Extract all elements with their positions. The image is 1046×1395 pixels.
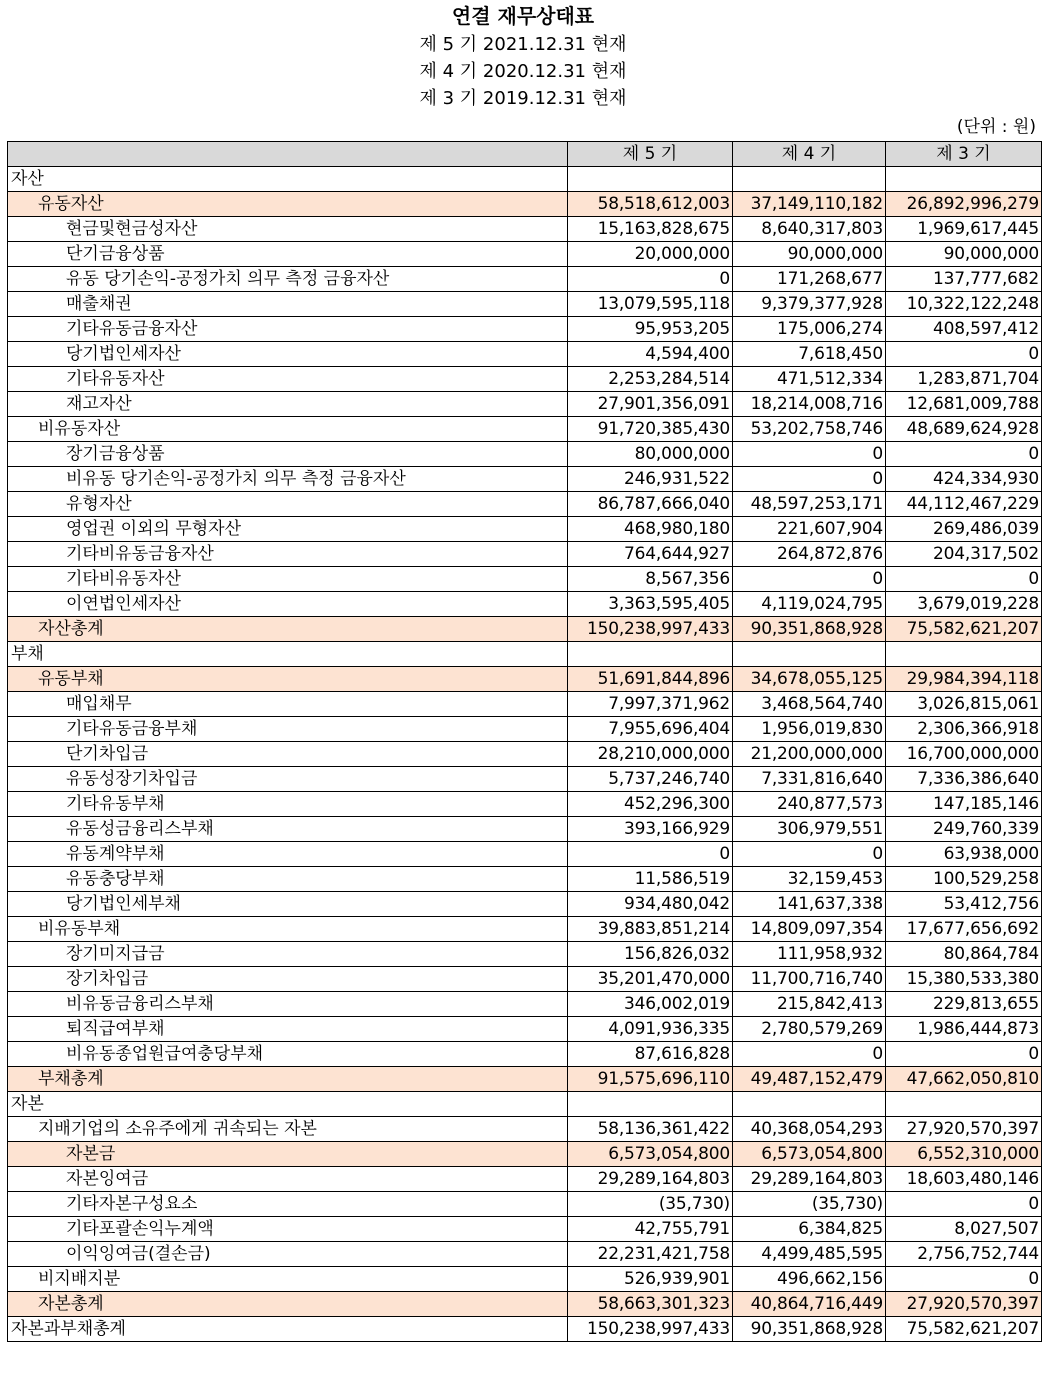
value-period-3: 3,026,815,061 bbox=[886, 692, 1042, 717]
value-period-3: 1,969,617,445 bbox=[886, 217, 1042, 242]
value-period-3: 26,892,996,279 bbox=[886, 192, 1042, 217]
account-label: 비유동부채 bbox=[8, 917, 568, 942]
value-period-4: 8,640,317,803 bbox=[733, 217, 886, 242]
value-period-3: 75,582,621,207 bbox=[886, 1317, 1042, 1342]
account-label: 유동성장기차입금 bbox=[8, 767, 568, 792]
value-period-5: (35,730) bbox=[568, 1192, 733, 1217]
table-row bbox=[8, 392, 1042, 417]
account-label: 매입채무 bbox=[8, 692, 568, 717]
header-period-4: 제 4 기 bbox=[733, 142, 886, 167]
value-period-4: 9,379,377,928 bbox=[733, 292, 886, 317]
value-period-5 bbox=[568, 642, 733, 667]
value-period-4: 0 bbox=[733, 442, 886, 467]
value-period-3 bbox=[886, 167, 1042, 192]
value-period-4: 37,149,110,182 bbox=[733, 192, 886, 217]
account-label: 기타유동자산 bbox=[8, 367, 568, 392]
account-label: 유형자산 bbox=[8, 492, 568, 517]
header-account bbox=[8, 142, 568, 167]
account-label: 장기미지급금 bbox=[8, 942, 568, 967]
account-label: 유동자산 bbox=[8, 192, 568, 217]
value-period-4: 496,662,156 bbox=[733, 1267, 886, 1292]
value-period-5: 15,163,828,675 bbox=[568, 217, 733, 242]
value-period-3: 44,112,467,229 bbox=[886, 492, 1042, 517]
value-period-5: 58,136,361,422 bbox=[568, 1117, 733, 1142]
value-period-4: 49,487,152,479 bbox=[733, 1067, 886, 1092]
account-label: 자본과부채총계 bbox=[8, 1317, 568, 1342]
value-period-3: 229,813,655 bbox=[886, 992, 1042, 1017]
account-label: 지배기업의 소유주에게 귀속되는 자본 bbox=[8, 1117, 568, 1142]
value-period-5: 764,644,927 bbox=[568, 542, 733, 567]
period-line-2: 제 4 기 2020.12.31 현재 bbox=[419, 61, 627, 82]
table-row bbox=[8, 842, 1042, 867]
value-period-4: 48,597,253,171 bbox=[733, 492, 886, 517]
value-period-5: 8,567,356 bbox=[568, 567, 733, 592]
value-period-3: 0 bbox=[886, 1192, 1042, 1217]
account-label: 단기금융상품 bbox=[8, 242, 568, 267]
value-period-4: 40,368,054,293 bbox=[733, 1117, 886, 1142]
value-period-3: 27,920,570,397 bbox=[886, 1292, 1042, 1317]
table-row bbox=[8, 692, 1042, 717]
table-row bbox=[8, 292, 1042, 317]
value-period-5: 13,079,595,118 bbox=[568, 292, 733, 317]
value-period-4: 175,006,274 bbox=[733, 317, 886, 342]
table-row bbox=[8, 917, 1042, 942]
table-row bbox=[8, 417, 1042, 442]
report-title: 연결 재무상태표 bbox=[451, 4, 595, 28]
value-period-5: 452,296,300 bbox=[568, 792, 733, 817]
period-line-3: 제 3 기 2019.12.31 현재 bbox=[419, 88, 627, 109]
value-period-4: 215,842,413 bbox=[733, 992, 886, 1017]
value-period-5: 4,594,400 bbox=[568, 342, 733, 367]
value-period-3: 0 bbox=[886, 1042, 1042, 1067]
value-period-5: 86,787,666,040 bbox=[568, 492, 733, 517]
table-row bbox=[8, 892, 1042, 917]
account-label: 당기법인세부채 bbox=[8, 892, 568, 917]
table-row bbox=[8, 1167, 1042, 1192]
account-label: 현금및현금성자산 bbox=[8, 217, 568, 242]
balance-sheet-table bbox=[7, 141, 1042, 1342]
account-label: 기타비유동금융자산 bbox=[8, 542, 568, 567]
value-period-5: 0 bbox=[568, 842, 733, 867]
value-period-5: 6,573,054,800 bbox=[568, 1142, 733, 1167]
account-label: 유동계약부채 bbox=[8, 842, 568, 867]
value-period-3: 15,380,533,380 bbox=[886, 967, 1042, 992]
value-period-4: (35,730) bbox=[733, 1192, 886, 1217]
value-period-3: 204,317,502 bbox=[886, 542, 1042, 567]
table-row bbox=[8, 642, 1042, 667]
value-period-5: 91,720,385,430 bbox=[568, 417, 733, 442]
account-label: 장기차입금 bbox=[8, 967, 568, 992]
table-row bbox=[8, 942, 1042, 967]
value-period-5: 58,663,301,323 bbox=[568, 1292, 733, 1317]
table-row bbox=[8, 1192, 1042, 1217]
table-row bbox=[8, 792, 1042, 817]
value-period-3: 17,677,656,692 bbox=[886, 917, 1042, 942]
account-label: 자본금 bbox=[8, 1142, 568, 1167]
table-row bbox=[8, 192, 1042, 217]
account-label: 기타비유동자산 bbox=[8, 567, 568, 592]
value-period-4: 4,119,024,795 bbox=[733, 592, 886, 617]
value-period-4: 14,809,097,354 bbox=[733, 917, 886, 942]
table-row bbox=[8, 267, 1042, 292]
header-period-3: 제 3 기 bbox=[886, 142, 1042, 167]
table-row bbox=[8, 1242, 1042, 1267]
account-label: 당기법인세자산 bbox=[8, 342, 568, 367]
value-period-3: 100,529,258 bbox=[886, 867, 1042, 892]
table-row bbox=[8, 967, 1042, 992]
account-label: 유동성금융리스부채 bbox=[8, 817, 568, 842]
table-row bbox=[8, 317, 1042, 342]
value-period-5: 393,166,929 bbox=[568, 817, 733, 842]
value-period-5: 0 bbox=[568, 267, 733, 292]
header-period-5: 제 5 기 bbox=[568, 142, 733, 167]
account-label: 비지배지분 bbox=[8, 1267, 568, 1292]
value-period-4: 7,618,450 bbox=[733, 342, 886, 367]
value-period-3: 147,185,146 bbox=[886, 792, 1042, 817]
table-row bbox=[8, 167, 1042, 192]
table-row bbox=[8, 467, 1042, 492]
value-period-4: 264,872,876 bbox=[733, 542, 886, 567]
value-period-3: 47,662,050,810 bbox=[886, 1067, 1042, 1092]
value-period-3: 53,412,756 bbox=[886, 892, 1042, 917]
value-period-5: 91,575,696,110 bbox=[568, 1067, 733, 1092]
value-period-4: 21,200,000,000 bbox=[733, 742, 886, 767]
value-period-3: 63,938,000 bbox=[886, 842, 1042, 867]
table-row bbox=[8, 592, 1042, 617]
value-period-4: 0 bbox=[733, 567, 886, 592]
account-label: 비유동종업원급여충당부채 bbox=[8, 1042, 568, 1067]
account-label: 부채총계 bbox=[8, 1067, 568, 1092]
account-label: 기타포괄손익누계액 bbox=[8, 1217, 568, 1242]
value-period-3: 7,336,386,640 bbox=[886, 767, 1042, 792]
account-label: 자산총계 bbox=[8, 617, 568, 642]
account-label: 부채 bbox=[8, 642, 568, 667]
value-period-3: 29,984,394,118 bbox=[886, 667, 1042, 692]
value-period-5: 246,931,522 bbox=[568, 467, 733, 492]
value-period-5: 150,238,997,433 bbox=[568, 617, 733, 642]
value-period-4: 11,700,716,740 bbox=[733, 967, 886, 992]
value-period-4: 6,384,825 bbox=[733, 1217, 886, 1242]
account-label: 자본총계 bbox=[8, 1292, 568, 1317]
account-label: 자본잉여금 bbox=[8, 1167, 568, 1192]
account-label: 유동부채 bbox=[8, 667, 568, 692]
value-period-3: 80,864,784 bbox=[886, 942, 1042, 967]
value-period-4: 0 bbox=[733, 842, 886, 867]
value-period-5: 22,231,421,758 bbox=[568, 1242, 733, 1267]
value-period-5: 934,480,042 bbox=[568, 892, 733, 917]
value-period-4: 6,573,054,800 bbox=[733, 1142, 886, 1167]
value-period-4: 111,958,932 bbox=[733, 942, 886, 967]
account-label: 장기금융상품 bbox=[8, 442, 568, 467]
value-period-4: 4,499,485,595 bbox=[733, 1242, 886, 1267]
value-period-5: 51,691,844,896 bbox=[568, 667, 733, 692]
value-period-4: 40,864,716,449 bbox=[733, 1292, 886, 1317]
value-period-5: 3,363,595,405 bbox=[568, 592, 733, 617]
value-period-5: 150,238,997,433 bbox=[568, 1317, 733, 1342]
table-row bbox=[8, 542, 1042, 567]
value-period-4: 471,512,334 bbox=[733, 367, 886, 392]
table-row bbox=[8, 492, 1042, 517]
table-header-row bbox=[8, 142, 1042, 167]
value-period-3: 3,679,019,228 bbox=[886, 592, 1042, 617]
value-period-4 bbox=[733, 167, 886, 192]
value-period-5: 20,000,000 bbox=[568, 242, 733, 267]
value-period-5: 27,901,356,091 bbox=[568, 392, 733, 417]
value-period-3 bbox=[886, 642, 1042, 667]
period-line-1: 제 5 기 2021.12.31 현재 bbox=[419, 34, 627, 55]
value-period-3: 0 bbox=[886, 442, 1042, 467]
value-period-3: 0 bbox=[886, 1267, 1042, 1292]
value-period-3: 269,486,039 bbox=[886, 517, 1042, 542]
value-period-3: 48,689,624,928 bbox=[886, 417, 1042, 442]
table-row bbox=[8, 1217, 1042, 1242]
value-period-4: 53,202,758,746 bbox=[733, 417, 886, 442]
table-row bbox=[8, 217, 1042, 242]
table-row bbox=[8, 367, 1042, 392]
value-period-3: 12,681,009,788 bbox=[886, 392, 1042, 417]
account-label: 단기차입금 bbox=[8, 742, 568, 767]
account-label: 비유동자산 bbox=[8, 417, 568, 442]
table-row bbox=[8, 567, 1042, 592]
table-row bbox=[8, 717, 1042, 742]
value-period-4: 32,159,453 bbox=[733, 867, 886, 892]
value-period-4: 29,289,164,803 bbox=[733, 1167, 886, 1192]
table-row bbox=[8, 1117, 1042, 1142]
value-period-3: 27,920,570,397 bbox=[886, 1117, 1042, 1142]
table-row bbox=[8, 442, 1042, 467]
value-period-4: 7,331,816,640 bbox=[733, 767, 886, 792]
value-period-3: 6,552,310,000 bbox=[886, 1142, 1042, 1167]
table-row bbox=[8, 1092, 1042, 1117]
value-period-3: 424,334,930 bbox=[886, 467, 1042, 492]
account-label: 자산 bbox=[8, 167, 568, 192]
value-period-5: 2,253,284,514 bbox=[568, 367, 733, 392]
table-row bbox=[8, 1142, 1042, 1167]
account-label: 기타유동부채 bbox=[8, 792, 568, 817]
value-period-3: 75,582,621,207 bbox=[886, 617, 1042, 642]
value-period-3: 10,322,122,248 bbox=[886, 292, 1042, 317]
value-period-5: 35,201,470,000 bbox=[568, 967, 733, 992]
value-period-3: 18,603,480,146 bbox=[886, 1167, 1042, 1192]
value-period-4: 2,780,579,269 bbox=[733, 1017, 886, 1042]
account-label: 이익잉여금(결손금) bbox=[8, 1242, 568, 1267]
value-period-4: 90,351,868,928 bbox=[733, 617, 886, 642]
table-row bbox=[8, 767, 1042, 792]
account-label: 자본 bbox=[8, 1092, 568, 1117]
value-period-4 bbox=[733, 642, 886, 667]
value-period-4: 3,468,564,740 bbox=[733, 692, 886, 717]
account-label: 유동충당부채 bbox=[8, 867, 568, 892]
table-row bbox=[8, 517, 1042, 542]
unit-label: (단위 : 원) bbox=[956, 117, 1036, 137]
table-row bbox=[8, 342, 1042, 367]
account-label: 퇴직급여부채 bbox=[8, 1017, 568, 1042]
table-row bbox=[8, 867, 1042, 892]
account-label: 비유동금융리스부채 bbox=[8, 992, 568, 1017]
value-period-3: 2,756,752,744 bbox=[886, 1242, 1042, 1267]
value-period-5: 29,289,164,803 bbox=[568, 1167, 733, 1192]
account-label: 유동 당기손익-공정가치 의무 측정 금융자산 bbox=[8, 267, 568, 292]
value-period-3: 8,027,507 bbox=[886, 1217, 1042, 1242]
table-row bbox=[8, 1292, 1042, 1317]
value-period-5: 526,939,901 bbox=[568, 1267, 733, 1292]
value-period-5: 4,091,936,335 bbox=[568, 1017, 733, 1042]
account-label: 매출채권 bbox=[8, 292, 568, 317]
value-period-5: 5,737,246,740 bbox=[568, 767, 733, 792]
table-row bbox=[8, 992, 1042, 1017]
account-label: 재고자산 bbox=[8, 392, 568, 417]
account-label: 비유동 당기손익-공정가치 의무 측정 금융자산 bbox=[8, 467, 568, 492]
value-period-5: 7,997,371,962 bbox=[568, 692, 733, 717]
value-period-5: 346,002,019 bbox=[568, 992, 733, 1017]
value-period-3: 249,760,339 bbox=[886, 817, 1042, 842]
value-period-3: 408,597,412 bbox=[886, 317, 1042, 342]
value-period-5: 39,883,851,214 bbox=[568, 917, 733, 942]
value-period-5: 80,000,000 bbox=[568, 442, 733, 467]
table-row bbox=[8, 1317, 1042, 1342]
value-period-5: 42,755,791 bbox=[568, 1217, 733, 1242]
value-period-4: 90,000,000 bbox=[733, 242, 886, 267]
table-row bbox=[8, 1267, 1042, 1292]
value-period-4: 1,956,019,830 bbox=[733, 717, 886, 742]
value-period-3: 1,283,871,704 bbox=[886, 367, 1042, 392]
account-label: 기타자본구성요소 bbox=[8, 1192, 568, 1217]
value-period-5: 156,826,032 bbox=[568, 942, 733, 967]
value-period-4: 240,877,573 bbox=[733, 792, 886, 817]
value-period-3: 2,306,366,918 bbox=[886, 717, 1042, 742]
value-period-4: 0 bbox=[733, 1042, 886, 1067]
value-period-3 bbox=[886, 1092, 1042, 1117]
value-period-3: 16,700,000,000 bbox=[886, 742, 1042, 767]
value-period-4: 18,214,008,716 bbox=[733, 392, 886, 417]
value-period-5: 11,586,519 bbox=[568, 867, 733, 892]
value-period-5 bbox=[568, 1092, 733, 1117]
account-label: 영업권 이외의 무형자산 bbox=[8, 517, 568, 542]
account-label: 이연법인세자산 bbox=[8, 592, 568, 617]
value-period-3: 0 bbox=[886, 342, 1042, 367]
value-period-3: 0 bbox=[886, 567, 1042, 592]
value-period-5: 95,953,205 bbox=[568, 317, 733, 342]
value-period-5: 87,616,828 bbox=[568, 1042, 733, 1067]
value-period-4: 90,351,868,928 bbox=[733, 1317, 886, 1342]
value-period-5 bbox=[568, 167, 733, 192]
table-row bbox=[8, 1067, 1042, 1092]
value-period-4: 34,678,055,125 bbox=[733, 667, 886, 692]
table-row bbox=[8, 242, 1042, 267]
table-row bbox=[8, 1042, 1042, 1067]
value-period-4: 171,268,677 bbox=[733, 267, 886, 292]
value-period-4: 141,637,338 bbox=[733, 892, 886, 917]
value-period-4: 306,979,551 bbox=[733, 817, 886, 842]
value-period-5: 468,980,180 bbox=[568, 517, 733, 542]
table-row bbox=[8, 742, 1042, 767]
value-period-5: 58,518,612,003 bbox=[568, 192, 733, 217]
value-period-3: 1,986,444,873 bbox=[886, 1017, 1042, 1042]
table-body bbox=[8, 167, 1042, 1342]
value-period-3: 137,777,682 bbox=[886, 267, 1042, 292]
value-period-4 bbox=[733, 1092, 886, 1117]
value-period-4: 0 bbox=[733, 467, 886, 492]
table-row bbox=[8, 817, 1042, 842]
value-period-5: 7,955,696,404 bbox=[568, 717, 733, 742]
value-period-5: 28,210,000,000 bbox=[568, 742, 733, 767]
value-period-3: 90,000,000 bbox=[886, 242, 1042, 267]
table-row bbox=[8, 1017, 1042, 1042]
account-label: 기타유동금융자산 bbox=[8, 317, 568, 342]
value-period-4: 221,607,904 bbox=[733, 517, 886, 542]
table-row bbox=[8, 667, 1042, 692]
account-label: 기타유동금융부채 bbox=[8, 717, 568, 742]
table-row bbox=[8, 617, 1042, 642]
